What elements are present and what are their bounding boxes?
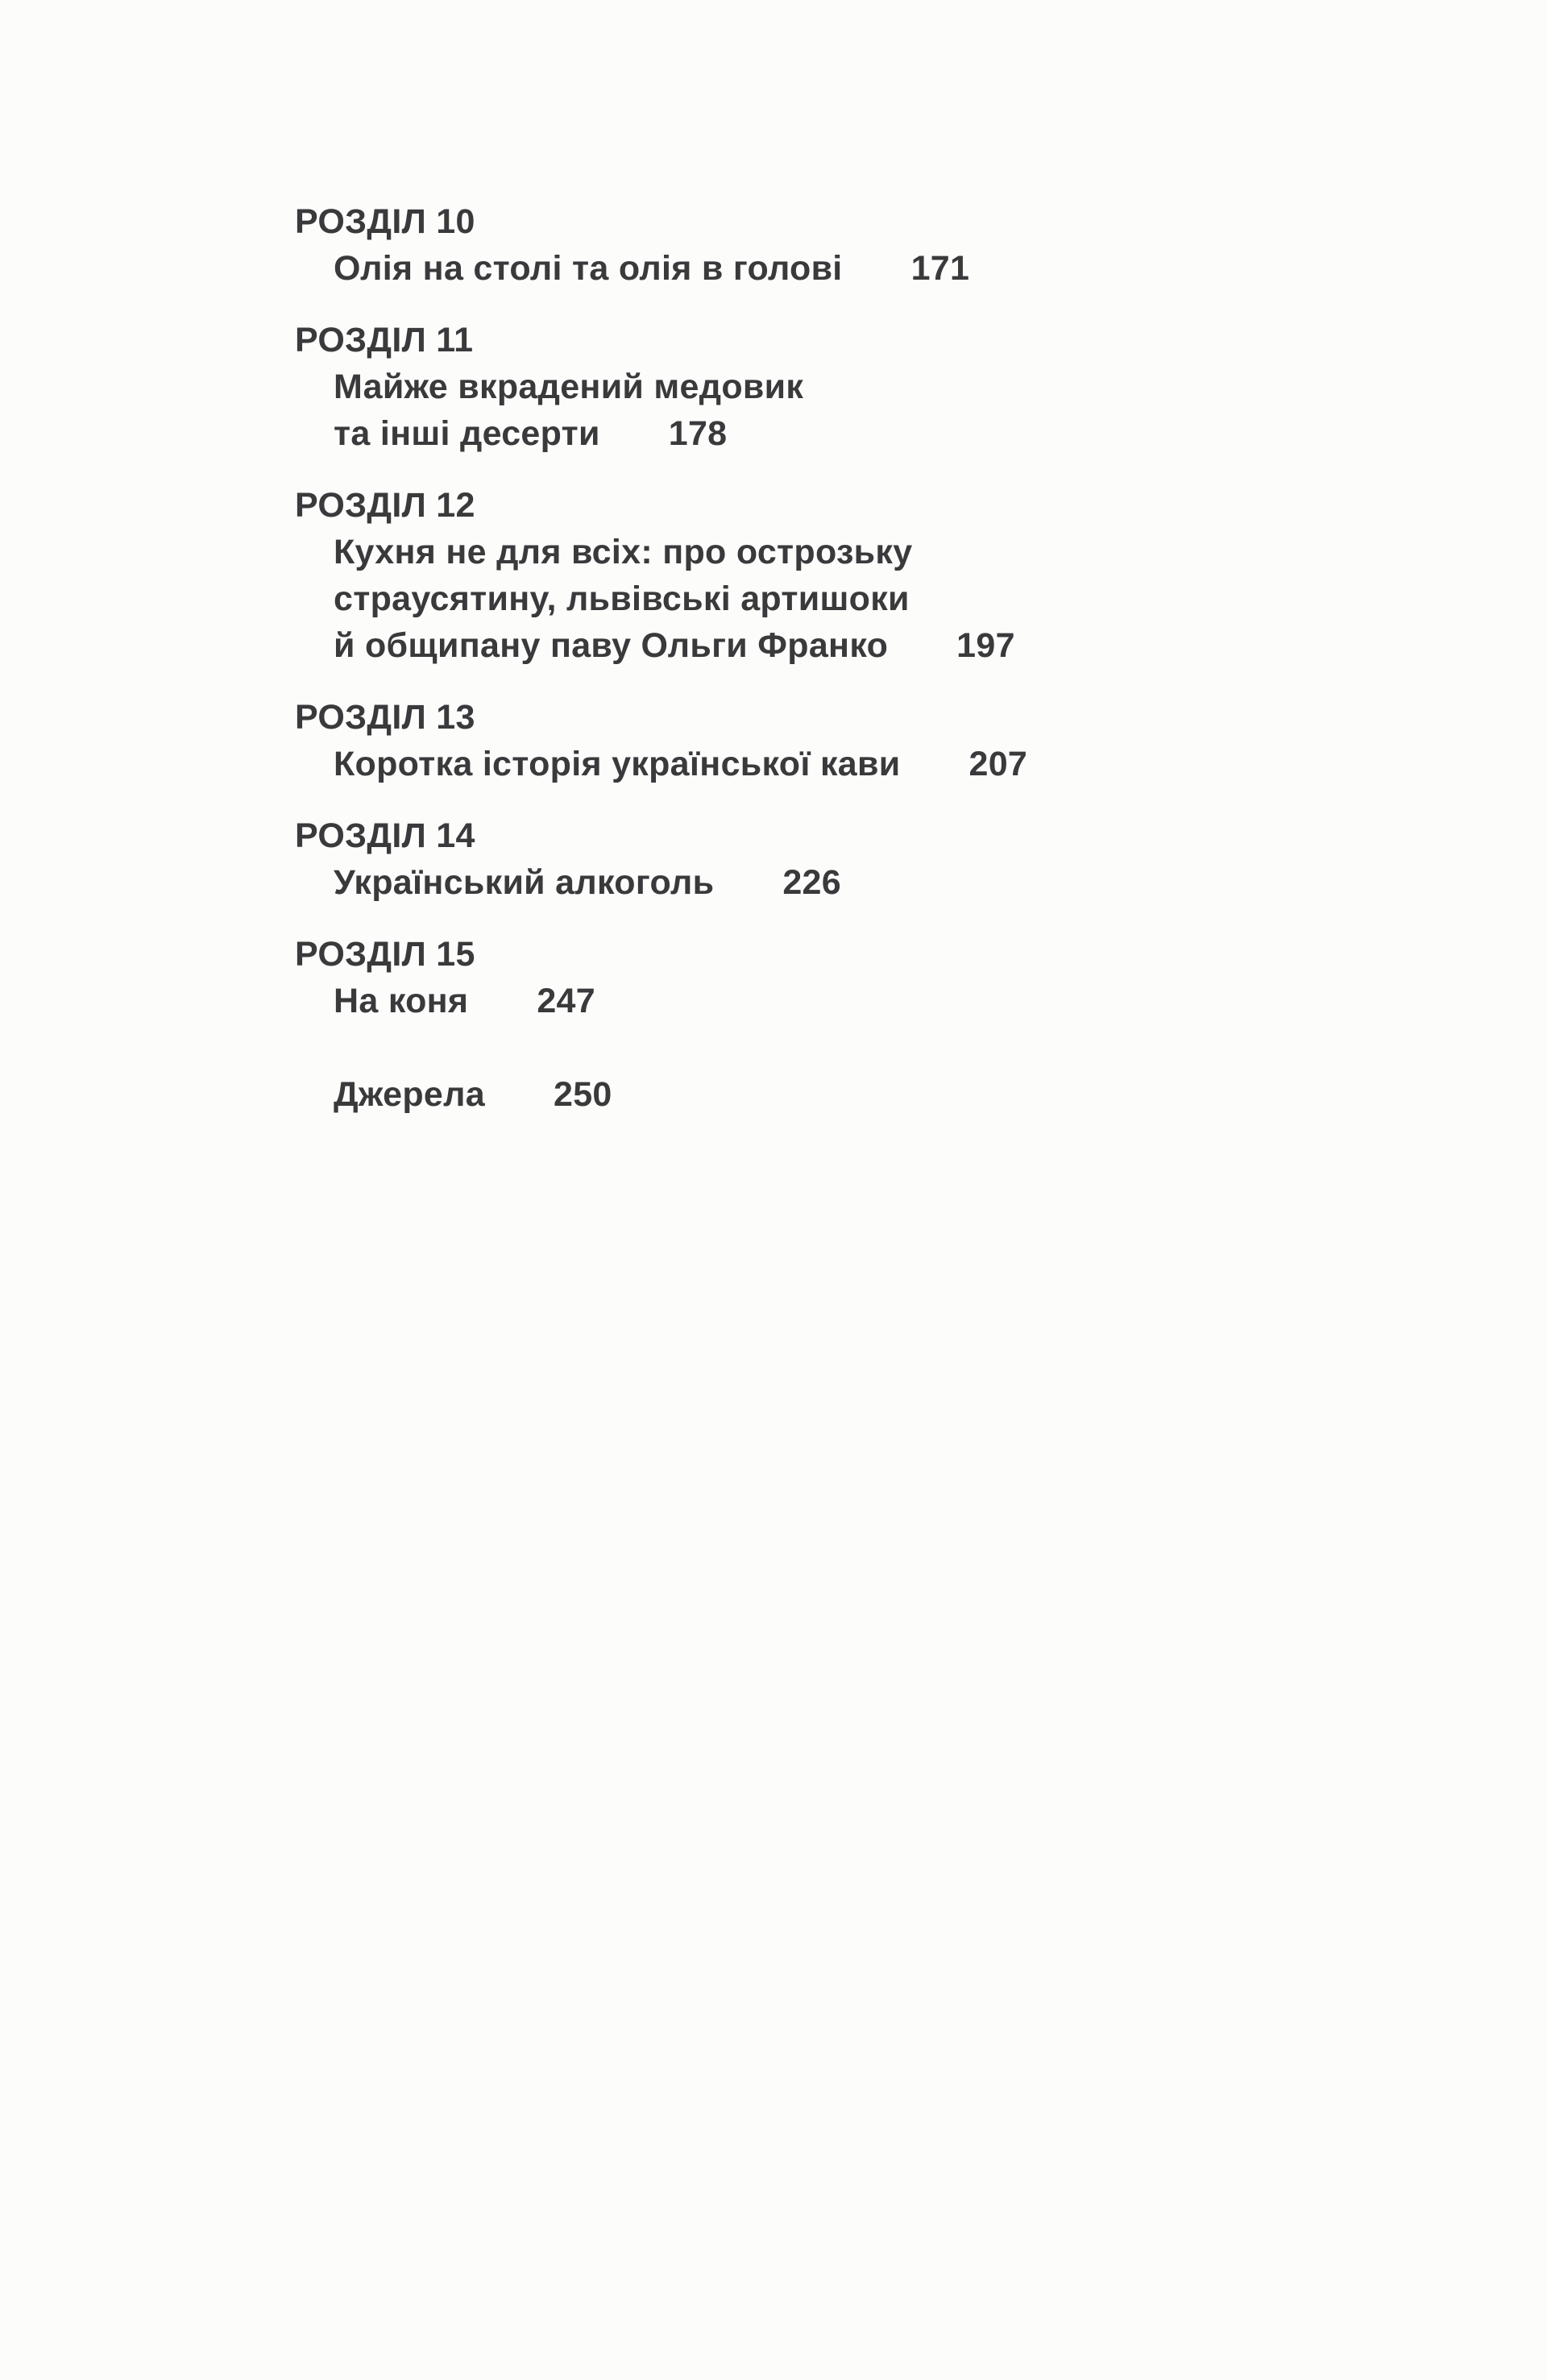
toc-entry-chapter-11 — [295, 317, 1181, 457]
chapter-label: РОЗДІЛ 11 — [295, 321, 474, 359]
chapter-title-line — [295, 575, 1181, 622]
chapter-title-line — [295, 363, 1181, 410]
table-of-contents — [295, 198, 1181, 1143]
chapter-title-text: Кухня не для всіх: про острозьку — [334, 533, 913, 571]
chapter-title-text: та інші десерти — [334, 414, 600, 453]
toc-entry-chapter-12 — [295, 482, 1181, 669]
sources-line — [295, 1071, 1181, 1118]
chapter-label: РОЗДІЛ 15 — [295, 935, 475, 974]
chapter-title-line — [295, 410, 1181, 457]
chapter-label: РОЗДІЛ 13 — [295, 698, 475, 737]
chapter-title-text: На коня — [334, 982, 469, 1020]
chapter-title-line — [295, 529, 1181, 575]
toc-entry-sources — [295, 1071, 1181, 1118]
chapter-label: РОЗДІЛ 14 — [295, 816, 475, 855]
page-number: 178 — [668, 414, 728, 453]
chapter-title-text: страусятину, львівські артишоки — [334, 579, 910, 618]
chapter-title-text: й общипану паву Ольги Франко — [334, 626, 889, 665]
sources-title-text: Джерела — [334, 1075, 485, 1114]
chapter-title-text: Майже вкрадений медовик — [334, 368, 804, 406]
toc-entry-chapter-14 — [295, 812, 1181, 906]
chapter-title-line — [295, 859, 1181, 906]
page-number: 207 — [968, 745, 1028, 783]
chapter-title-line — [295, 978, 1181, 1024]
page-number: 250 — [553, 1075, 612, 1114]
chapter-title-text: Коротка історія української кави — [334, 745, 901, 783]
chapter-label: РОЗДІЛ 10 — [295, 202, 475, 241]
chapter-title-text: Український алкоголь — [334, 863, 715, 902]
page-number: 171 — [910, 249, 970, 288]
chapter-title-line — [295, 622, 1181, 669]
chapter-title-text: Олія на столі та олія в голові — [334, 249, 843, 288]
chapter-label: РОЗДІЛ 12 — [295, 486, 475, 525]
chapter-title-line — [295, 245, 1181, 292]
toc-entry-chapter-15 — [295, 931, 1181, 1024]
page-number: 226 — [782, 863, 841, 902]
toc-entry-chapter-13 — [295, 694, 1181, 787]
page-number: 197 — [956, 626, 1015, 665]
page-number: 247 — [537, 982, 595, 1020]
toc-entry-chapter-10 — [295, 198, 1181, 292]
chapter-title-line — [295, 741, 1181, 787]
